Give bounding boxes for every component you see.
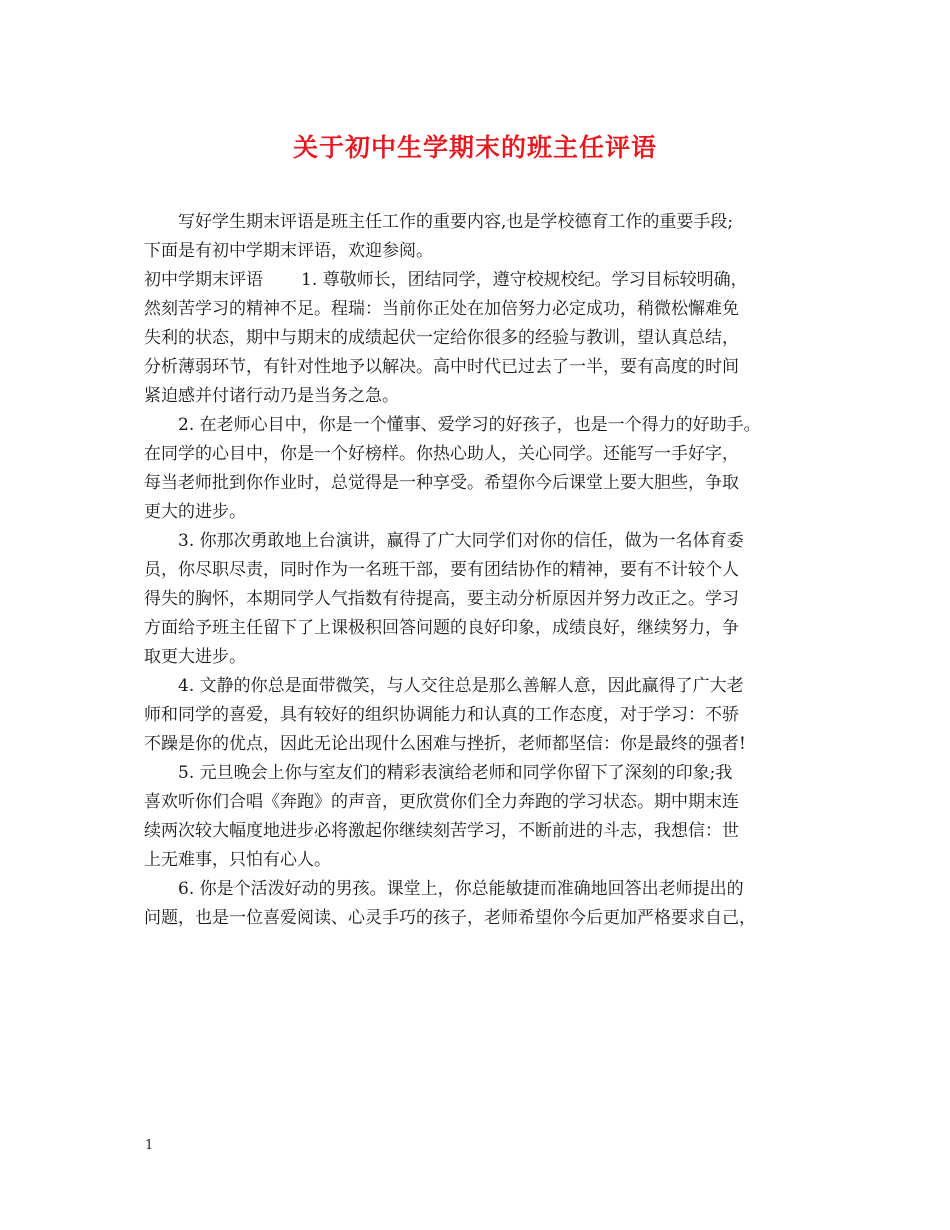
text-line: 分析薄弱环节，有针对性地予以解决。高中时代已过去了一半，要有高度的时间 bbox=[144, 357, 739, 377]
text-line: 紧迫感并付诸行动乃是当务之急。 bbox=[144, 386, 399, 406]
text-line: 5. 元旦晚会上你与室友们的精彩表演给老师和同学你留下了深刻的印象;我 bbox=[178, 763, 733, 783]
text-line: 问题，也是一位喜爱阅读、心灵手巧的孩子，老师希望你今后更加严格要求自己， bbox=[144, 908, 756, 928]
text-line: 上无难事，只怕有心人。 bbox=[144, 850, 331, 870]
text-line: 失利的状态，期中与期末的成绩起伏一定给你很多的经验与教训，望认真总结， bbox=[144, 328, 739, 348]
text-line: 4. 文静的你总是面带微笑，与人交往总是那么善解人意，因此赢得了广大老 bbox=[178, 676, 744, 696]
section-heading: 初中学期末评语 bbox=[144, 270, 263, 290]
text-line: 然刻苦学习的精神不足。程瑞：当前你正处在加倍努力必定成功，稍微松懈难免 bbox=[144, 299, 739, 319]
text-line: 下面是有初中学期末评语，欢迎参阅。 bbox=[144, 241, 433, 261]
document-body bbox=[144, 208, 816, 933]
text-line: 在同学的心目中，你是一个好榜样。你热心助人，关心同学。还能写一手好字， bbox=[144, 444, 739, 464]
page-number: 1 bbox=[145, 1138, 154, 1153]
text-line: 喜欢听你们合唱《奔跑》的声音，更欣赏你们全力奔跑的学习状态。期中期末连 bbox=[144, 792, 739, 812]
text-line: 师和同学的喜爱，具有较好的组织协调能力和认真的工作态度，对于学习：不骄 bbox=[144, 705, 739, 725]
text-line: 续两次较大幅度地进步必将激起你继续刻苦学习，不断前进的斗志，我想信：世 bbox=[144, 821, 739, 841]
text-line: 每当老师批到你作业时，总觉得是一种享受。希望你今后课堂上要大胆些，争取 bbox=[144, 473, 739, 493]
text-line: 更大的进步。 bbox=[144, 502, 246, 522]
text-line: 取更大进步。 bbox=[144, 647, 246, 667]
text-line: 方面给予班主任留下了上课极积回答问题的良好印象，成绩良好，继续努力，争 bbox=[144, 618, 739, 638]
text-segment: 1. 尊敬师长，团结同学，遵守校规校纪。学习目标较明确， bbox=[301, 270, 748, 290]
text-line: 6. 你是个活泼好动的男孩。课堂上，你总能敏捷而准确地回答出老师提出的 bbox=[178, 879, 744, 899]
text-line: 得失的胸怀，本期同学人气指数有待提高，要主动分析原因并努力改正之。学习 bbox=[144, 589, 739, 609]
text-line: 不躁是你的优点，因此无论出现什么困难与挫折，老师都坚信：你是最终的强者! bbox=[144, 734, 746, 754]
text-line: 2. 在老师心目中，你是一个懂事、爱学习的好孩子，也是一个得力的好助手。 bbox=[178, 415, 761, 435]
text-line: 写好学生期末评语是班主任工作的重要内容,也是学校德育工作的重要手段; bbox=[178, 212, 734, 232]
text-line: 3. 你那次勇敢地上台演讲，赢得了广大同学们对你的信任，做为一名体育委 bbox=[178, 531, 744, 551]
text-line: 员，你尽职尽责，同时作为一名班干部，要有团结协作的精神，要有不计较个人 bbox=[144, 560, 739, 580]
document-title: 关于初中生学期末的班主任评语 bbox=[292, 133, 657, 162]
text-line bbox=[144, 266, 816, 295]
